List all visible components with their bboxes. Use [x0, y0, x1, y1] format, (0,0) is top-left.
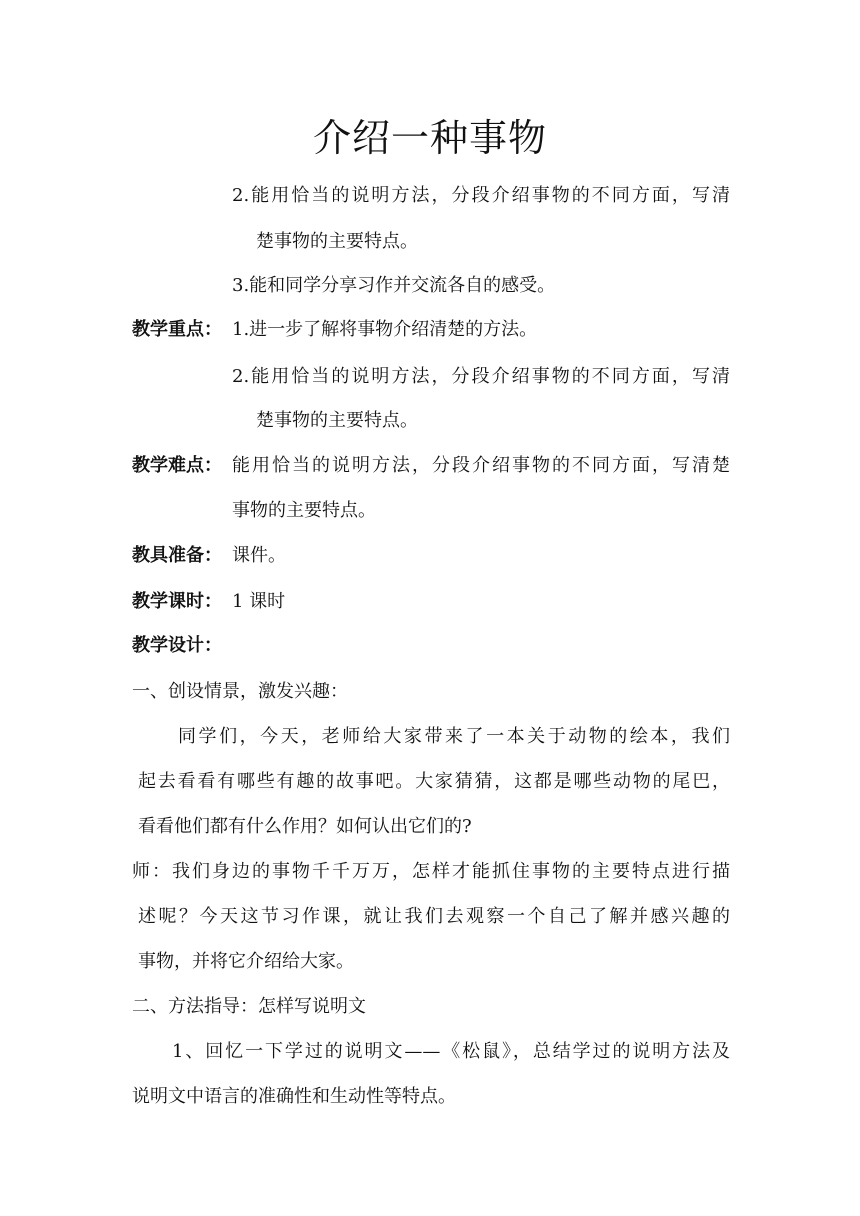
- section-1-paragraph-line-1: 同学们，今天，老师给大家带来了一本关于动物的绘本，我们: [178, 726, 730, 747]
- duration-value: 1 课时: [232, 591, 286, 612]
- section-1-heading: 一、创设情景，激发兴趣：: [132, 681, 348, 702]
- section-1-paragraph-line-2: 起去看看有哪些有趣的故事吧。大家猜猜，这都是哪些动物的尾巴，: [138, 771, 730, 792]
- section-1-paragraph-line-3: 看看他们都有什么作用？如何认出它们的?: [138, 816, 472, 837]
- goal-item-2-line-2: 楚事物的主要特点。: [256, 231, 418, 252]
- section-2-item-1-line-1: 1、回忆一下学过的说明文——《松鼠》，总结学过的说明方法及: [172, 1041, 730, 1062]
- key-point-item-2-line-2: 楚事物的主要特点。: [256, 410, 418, 431]
- materials-value: 课件。: [232, 545, 286, 566]
- teacher-line-2: 述呢？今天这节习作课，就让我们去观察一个自己了解并感兴趣的: [138, 906, 730, 927]
- teacher-line-3: 事物，并将它介绍给大家。: [138, 951, 354, 972]
- section-2-heading: 二、方法指导：怎样写说明文: [132, 996, 366, 1017]
- goal-item-2-line-1: 2.能用恰当的说明方法，分段介绍事物的不同方面，写清: [232, 185, 730, 206]
- difficulty-label: 教学难点：: [132, 455, 222, 476]
- duration-label: 教学课时：: [132, 591, 222, 612]
- difficulty-line-1: 能用恰当的说明方法，分段介绍事物的不同方面，写清楚: [232, 455, 730, 476]
- teacher-line-1: 师：我们身边的事物千千万万，怎样才能抓住事物的主要特点进行描: [132, 861, 730, 882]
- key-points-label: 教学重点：: [132, 319, 222, 340]
- goal-item-3: 3.能和同学分享习作并交流各自的感受。: [232, 275, 556, 296]
- key-point-item-2-line-1: 2.能用恰当的说明方法，分段介绍事物的不同方面，写清: [232, 366, 730, 387]
- materials-label: 教具准备：: [132, 545, 222, 566]
- key-point-item-1: 1.进一步了解将事物介绍清楚的方法。: [232, 319, 538, 340]
- section-2-item-1-line-2: 说明文中语言的准确性和生动性等特点。: [132, 1086, 456, 1107]
- design-label: 教学设计：: [132, 635, 222, 656]
- difficulty-line-2: 事物的主要特点。: [232, 500, 376, 521]
- page-title: 介绍一种事物: [312, 116, 547, 160]
